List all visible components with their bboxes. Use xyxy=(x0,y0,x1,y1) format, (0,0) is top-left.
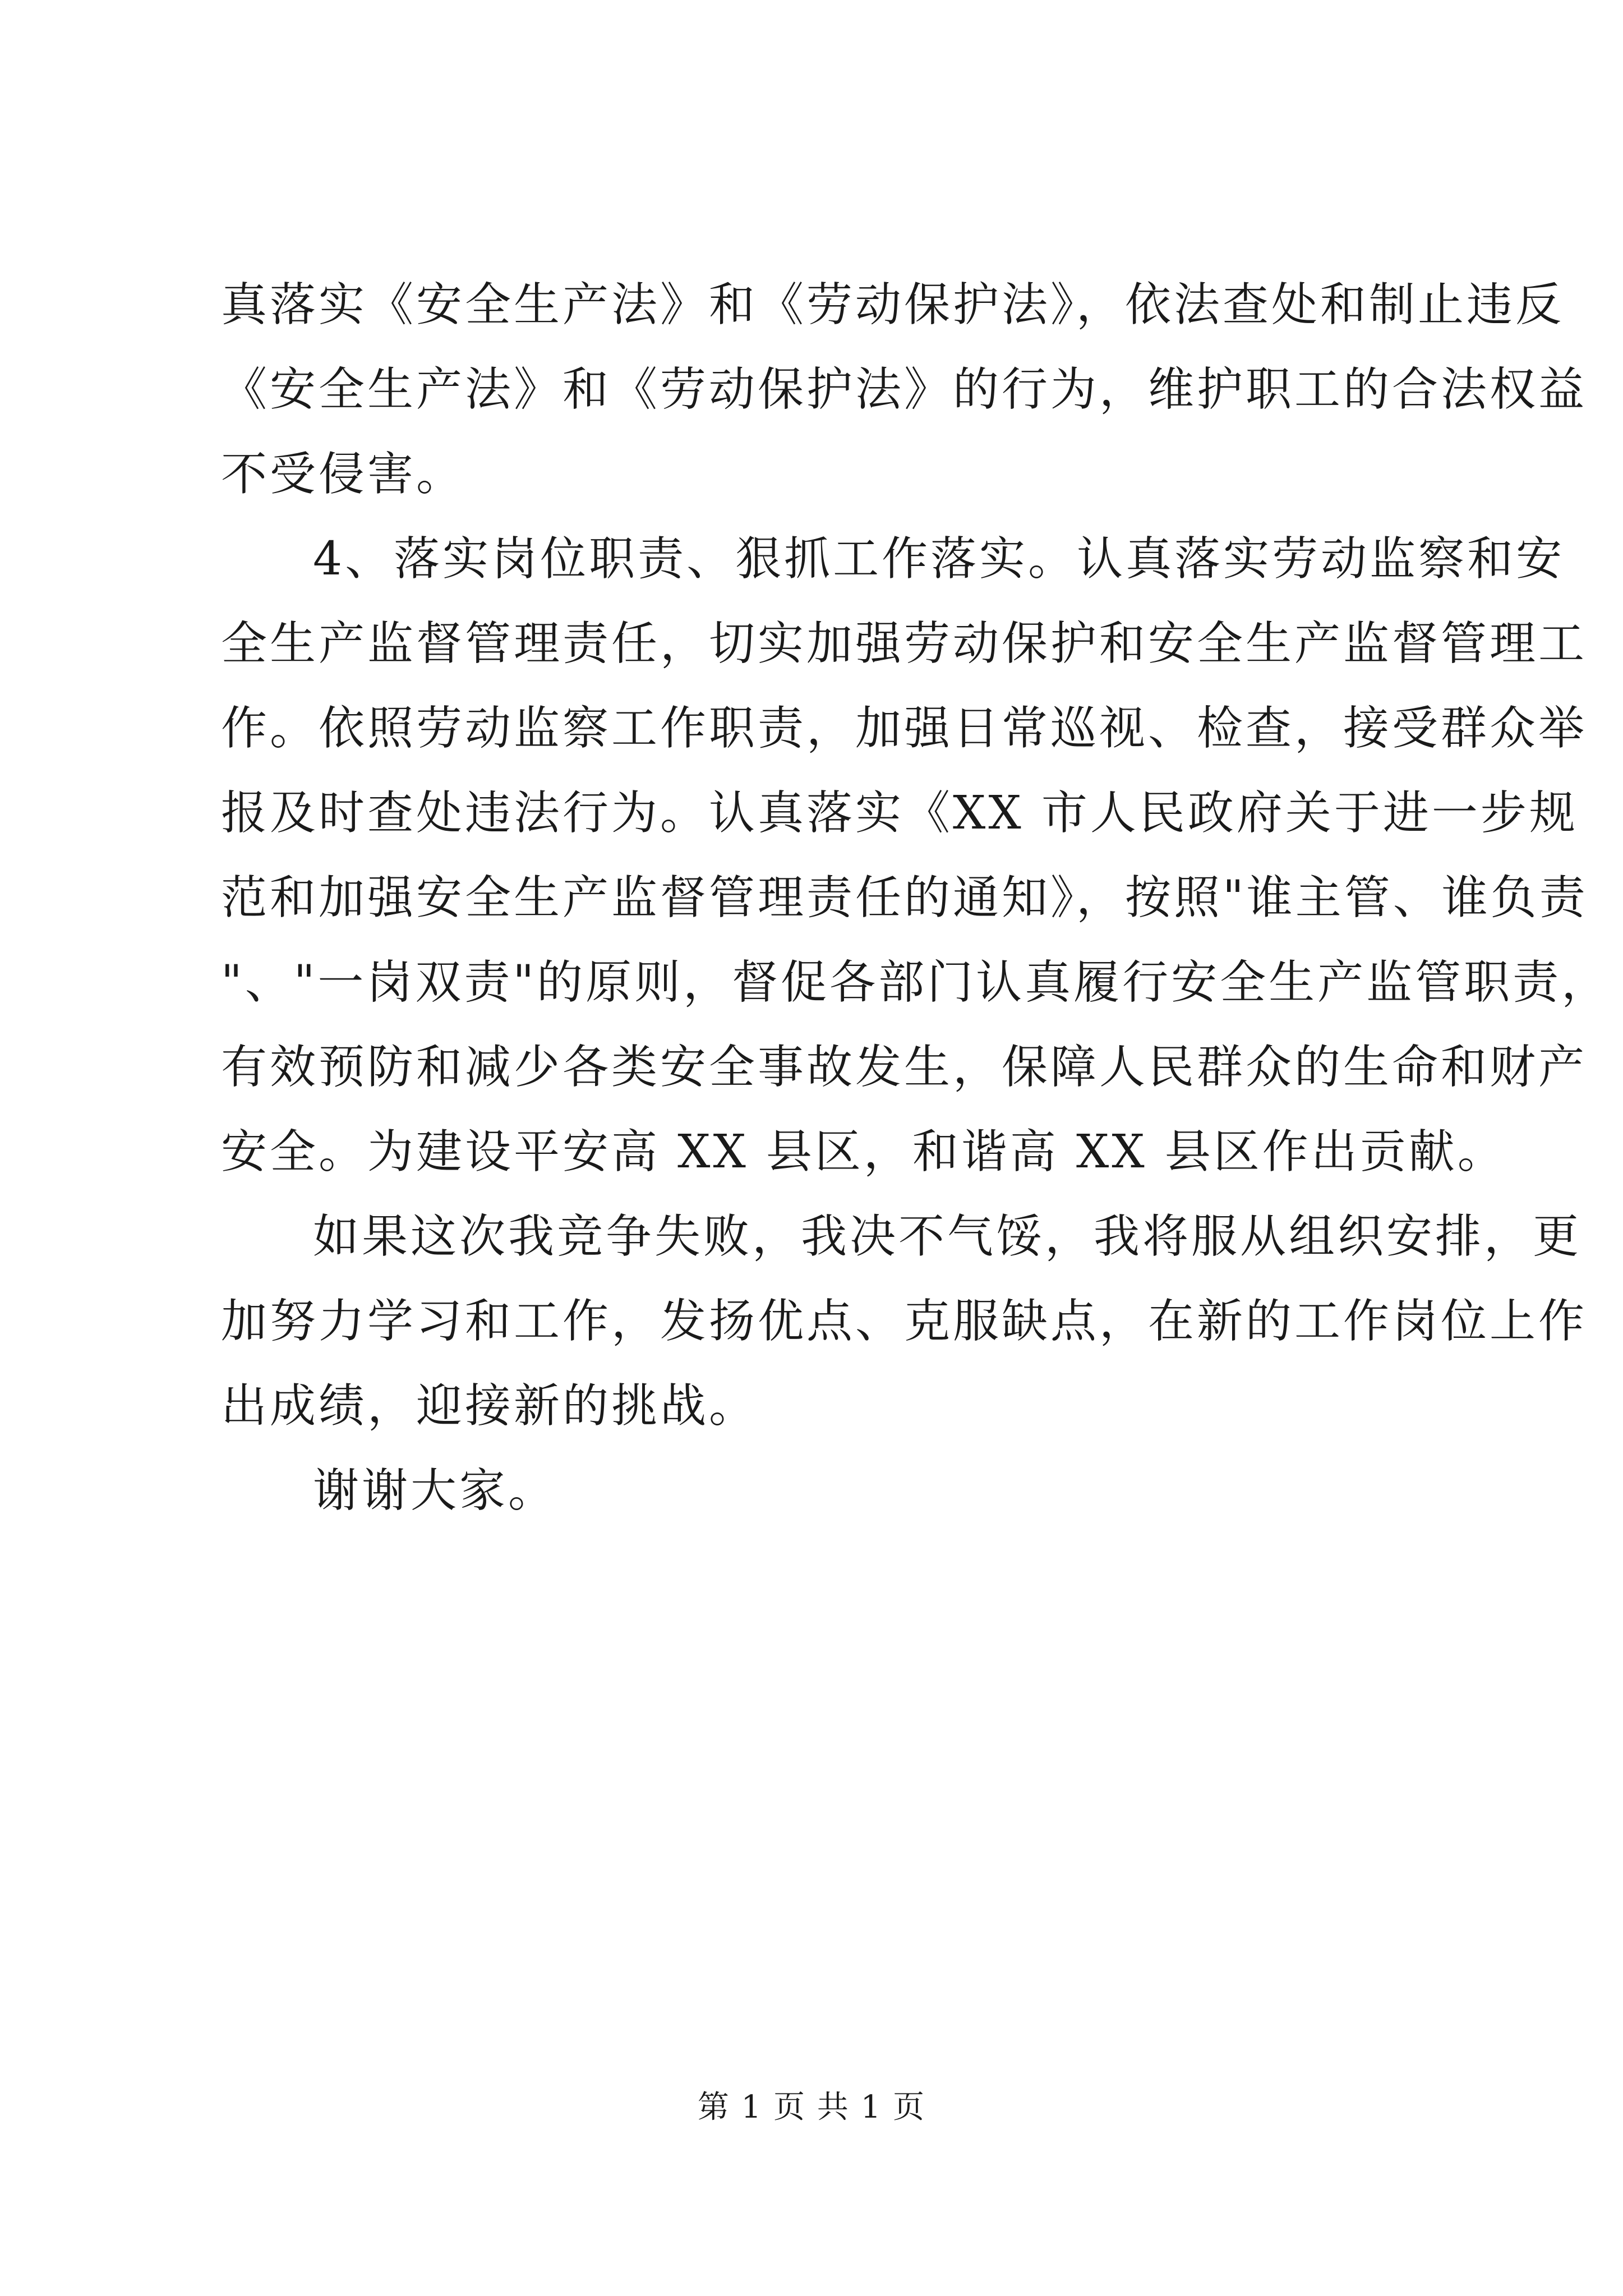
document-body xyxy=(221,263,1611,1533)
paragraph-start-line: 4、落实岗位职责、狠抓工作落实。认真落实劳动监察和安 xyxy=(313,532,1565,586)
closing-line: 谢谢大家。 xyxy=(313,1464,557,1517)
paragraph-start-line: 如果这次我竞争失败，我决不气馁，我将服从组织安排，更 xyxy=(313,1210,1582,1263)
text-line: 加努力学习和工作，发扬优点、克服缺点，在新的工作岗位上作 xyxy=(221,1295,1588,1348)
text-line: 《安全生产法》和《劳动保护法》的行为，维护职工的合法权益 xyxy=(221,363,1588,416)
text-line: 安全。为建设平安高 XX 县区，和谐高 XX 县区作出贡献。 xyxy=(221,1125,1506,1179)
text-line: 出成绩，迎接新的挑战。 xyxy=(221,1379,758,1433)
text-line: 不受侵害。 xyxy=(221,448,465,501)
text-line: 作。依照劳动监察工作职责，加强日常巡视、检查，接受群众举 xyxy=(221,702,1588,755)
page-footer: 第 1 页 共 1 页 xyxy=(697,2089,926,2125)
text-line: 范和加强安全生产监督管理责任的通知》，按照"谁主管、谁负责 xyxy=(221,871,1588,924)
text-line: 全生产监督管理责任，切实加强劳动保护和安全生产监督管理工 xyxy=(221,617,1588,670)
text-line: 真落实《安全生产法》和《劳动保护法》，依法查处和制止违反 xyxy=(221,278,1565,332)
text-line: 报及时查处违法行为。认真落实《XX 市人民政府关于进一步规 xyxy=(221,786,1578,840)
text-line: "、"一岗双责"的原则，督促各部门认真履行安全生产监管职责， xyxy=(221,956,1611,1009)
text-line: 有效预防和减少各类安全事故发生，保障人民群众的生命和财产 xyxy=(221,1041,1588,1094)
